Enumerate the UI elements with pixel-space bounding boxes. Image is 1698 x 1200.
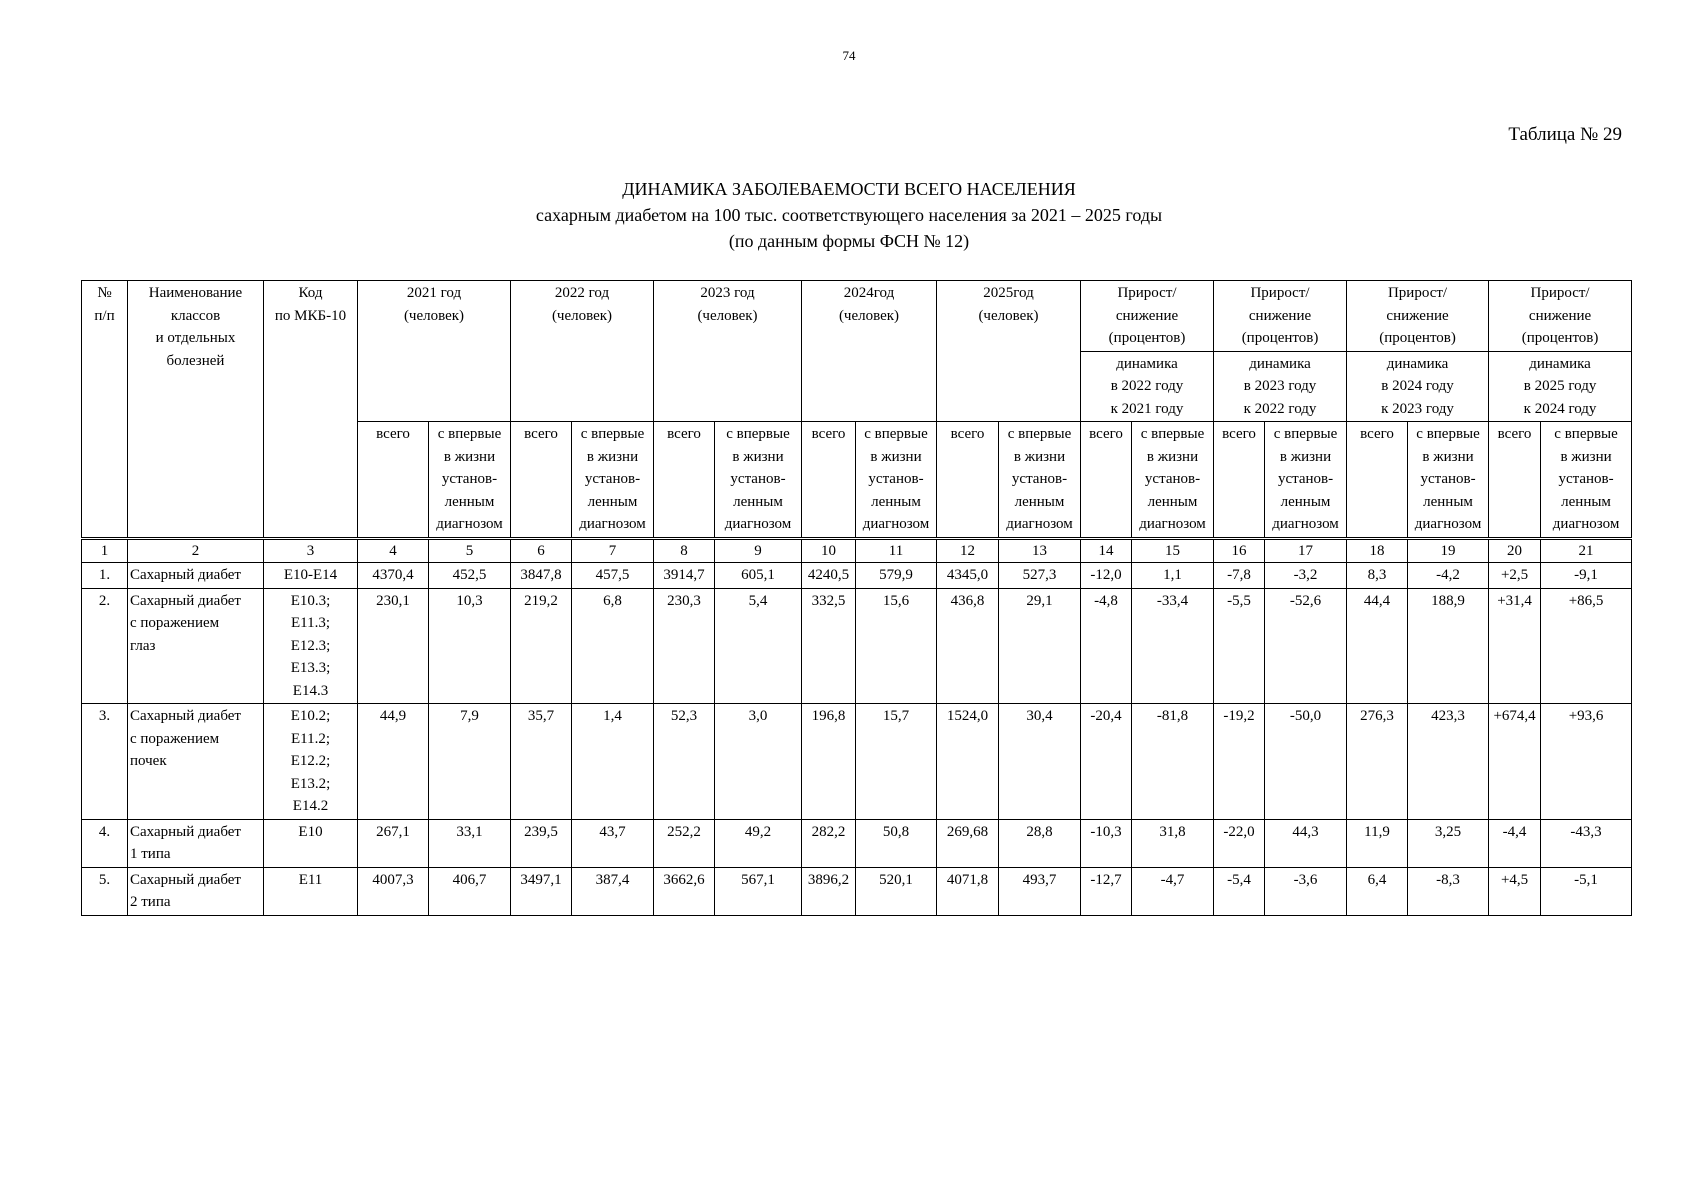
- row-number: 3.: [82, 704, 128, 820]
- row-number: 2.: [82, 588, 128, 704]
- header-first-time: с впервые в жизни установ- ленным диагнозом: [999, 422, 1081, 539]
- disease-name: Сахарный диабет с поражением почек: [128, 704, 264, 820]
- value-cell: 15,7: [856, 704, 937, 820]
- value-cell: -50,0: [1265, 704, 1347, 820]
- header-growth-4: Прирост/ снижение (процентов): [1489, 281, 1632, 352]
- value-cell: 579,9: [856, 563, 937, 589]
- header-total: всего: [1081, 422, 1132, 539]
- value-cell: -9,1: [1541, 563, 1632, 589]
- header-year-2023: 2023 год (человек): [654, 281, 802, 422]
- value-cell: -4,2: [1408, 563, 1489, 589]
- value-cell: -5,5: [1214, 588, 1265, 704]
- table-row: [82, 819, 1632, 867]
- title-line-1: ДИНАМИКА ЗАБОЛЕВАЕМОСТИ ВСЕГО НАСЕЛЕНИЯ: [622, 179, 1076, 199]
- value-cell: 28,8: [999, 819, 1081, 867]
- column-number: 2: [128, 538, 264, 563]
- header-first-time: с впервые в жизни установ- ленным диагнозом: [1265, 422, 1347, 539]
- column-number: 15: [1132, 538, 1214, 563]
- value-cell: -4,4: [1489, 819, 1541, 867]
- header-first-time: с впервые в жизни установ- ленным диагнозом: [429, 422, 511, 539]
- value-cell: 188,9: [1408, 588, 1489, 704]
- header-name: Наименование классов и отдельных болезней: [128, 281, 264, 539]
- value-cell: 3847,8: [511, 563, 572, 589]
- value-cell: -52,6: [1265, 588, 1347, 704]
- column-number: 7: [572, 538, 654, 563]
- header-code: Код по МКБ-10: [264, 281, 358, 539]
- value-cell: 436,8: [937, 588, 999, 704]
- value-cell: 252,2: [654, 819, 715, 867]
- header-total: всего: [802, 422, 856, 539]
- column-number: 5: [429, 538, 511, 563]
- header-year-2025: 2025год (человек): [937, 281, 1081, 422]
- icd-code: Е10.3; Е11.3; Е12.3; Е13.3; Е14.3: [264, 588, 358, 704]
- header-total: всего: [1489, 422, 1541, 539]
- value-cell: 8,3: [1347, 563, 1408, 589]
- value-cell: 7,9: [429, 704, 511, 820]
- value-cell: 332,5: [802, 588, 856, 704]
- row-number: 1.: [82, 563, 128, 589]
- header-total: всего: [511, 422, 572, 539]
- value-cell: 196,8: [802, 704, 856, 820]
- column-number: 6: [511, 538, 572, 563]
- header-first-time: с впервые в жизни установ- ленным диагнозом: [1408, 422, 1489, 539]
- value-cell: 423,3: [1408, 704, 1489, 820]
- value-cell: -3,6: [1265, 867, 1347, 915]
- value-cell: -3,2: [1265, 563, 1347, 589]
- value-cell: 44,4: [1347, 588, 1408, 704]
- value-cell: -10,3: [1081, 819, 1132, 867]
- disease-name: Сахарный диабет: [128, 563, 264, 589]
- morbidity-table: [81, 280, 1632, 916]
- header-num: № п/п: [82, 281, 128, 539]
- value-cell: 1,4: [572, 704, 654, 820]
- column-number: 12: [937, 538, 999, 563]
- disease-name: Сахарный диабет 2 типа: [128, 867, 264, 915]
- value-cell: 15,6: [856, 588, 937, 704]
- value-cell: -5,1: [1541, 867, 1632, 915]
- value-cell: 1,1: [1132, 563, 1214, 589]
- value-cell: 493,7: [999, 867, 1081, 915]
- header-first-time: с впервые в жизни установ- ленным диагнозом: [856, 422, 937, 539]
- value-cell: -22,0: [1214, 819, 1265, 867]
- column-number: 10: [802, 538, 856, 563]
- table-title: [0, 176, 1698, 254]
- icd-code: Е10: [264, 819, 358, 867]
- title-line-2: сахарным диабетом на 100 тыс. соответствующего населения за 2021 – 2025 годы: [535, 205, 1163, 225]
- row-number: 4.: [82, 819, 128, 867]
- icd-code: Е10-Е14: [264, 563, 358, 589]
- table-row: [82, 867, 1632, 915]
- value-cell: 4240,5: [802, 563, 856, 589]
- header-total: всего: [937, 422, 999, 539]
- page-number: 74: [842, 48, 856, 63]
- header-total: всего: [1214, 422, 1265, 539]
- value-cell: 457,5: [572, 563, 654, 589]
- value-cell: 30,4: [999, 704, 1081, 820]
- value-cell: 269,68: [937, 819, 999, 867]
- value-cell: 282,2: [802, 819, 856, 867]
- column-number: 1: [82, 538, 128, 563]
- column-number: 18: [1347, 538, 1408, 563]
- value-cell: 49,2: [715, 819, 802, 867]
- value-cell: 4007,3: [358, 867, 429, 915]
- header-growth-4-sub: динамика в 2025 году к 2024 году: [1489, 351, 1632, 422]
- value-cell: 3662,6: [654, 867, 715, 915]
- value-cell: 10,3: [429, 588, 511, 704]
- header-total: всего: [1347, 422, 1408, 539]
- value-cell: 406,7: [429, 867, 511, 915]
- disease-name: Сахарный диабет с поражением глаз: [128, 588, 264, 704]
- value-cell: 3,0: [715, 704, 802, 820]
- header-first-time: с впервые в жизни установ- ленным диагнозом: [572, 422, 654, 539]
- value-cell: -12,7: [1081, 867, 1132, 915]
- value-cell: -5,4: [1214, 867, 1265, 915]
- column-number: 14: [1081, 538, 1132, 563]
- header-row-1: [82, 281, 1632, 352]
- table-row: [82, 704, 1632, 820]
- value-cell: 267,1: [358, 819, 429, 867]
- column-number: 17: [1265, 538, 1347, 563]
- title-line-3: (по данным формы ФСН № 12): [728, 231, 970, 251]
- value-cell: 567,1: [715, 867, 802, 915]
- column-number: 13: [999, 538, 1081, 563]
- value-cell: 219,2: [511, 588, 572, 704]
- value-cell: +31,4: [1489, 588, 1541, 704]
- header-growth-3-sub: динамика в 2024 году к 2023 году: [1347, 351, 1489, 422]
- value-cell: 387,4: [572, 867, 654, 915]
- value-cell: 4071,8: [937, 867, 999, 915]
- value-cell: 1524,0: [937, 704, 999, 820]
- header-total: всего: [358, 422, 429, 539]
- value-cell: 4370,4: [358, 563, 429, 589]
- icd-code: Е10.2; Е11.2; Е12.2; Е13.2; Е14.2: [264, 704, 358, 820]
- value-cell: 605,1: [715, 563, 802, 589]
- column-number: 9: [715, 538, 802, 563]
- column-number-row: [82, 538, 1632, 563]
- header-year-2024: 2024год (человек): [802, 281, 937, 422]
- column-number: 21: [1541, 538, 1632, 563]
- icd-code: Е11: [264, 867, 358, 915]
- table-row: [82, 563, 1632, 589]
- header-first-time: с впервые в жизни установ- ленным диагнозом: [1541, 422, 1632, 539]
- column-number: 3: [264, 538, 358, 563]
- value-cell: 6,4: [1347, 867, 1408, 915]
- column-number: 4: [358, 538, 429, 563]
- header-growth-2-sub: динамика в 2023 году к 2022 году: [1214, 351, 1347, 422]
- header-growth-1: Прирост/ снижение (процентов): [1081, 281, 1214, 352]
- value-cell: 31,8: [1132, 819, 1214, 867]
- value-cell: 230,3: [654, 588, 715, 704]
- column-number: 20: [1489, 538, 1541, 563]
- value-cell: 6,8: [572, 588, 654, 704]
- value-cell: 50,8: [856, 819, 937, 867]
- disease-name: Сахарный диабет 1 типа: [128, 819, 264, 867]
- column-number: 16: [1214, 538, 1265, 563]
- value-cell: 33,1: [429, 819, 511, 867]
- value-cell: 11,9: [1347, 819, 1408, 867]
- table-row: [82, 588, 1632, 704]
- value-cell: 276,3: [1347, 704, 1408, 820]
- value-cell: +86,5: [1541, 588, 1632, 704]
- table-label: Таблица № 29: [1508, 124, 1622, 145]
- column-number: 19: [1408, 538, 1489, 563]
- value-cell: 527,3: [999, 563, 1081, 589]
- value-cell: -7,8: [1214, 563, 1265, 589]
- header-growth-2: Прирост/ снижение (процентов): [1214, 281, 1347, 352]
- header-total: всего: [654, 422, 715, 539]
- row-number: 5.: [82, 867, 128, 915]
- value-cell: -33,4: [1132, 588, 1214, 704]
- value-cell: 3896,2: [802, 867, 856, 915]
- value-cell: -8,3: [1408, 867, 1489, 915]
- value-cell: 452,5: [429, 563, 511, 589]
- value-cell: +4,5: [1489, 867, 1541, 915]
- value-cell: -43,3: [1541, 819, 1632, 867]
- value-cell: 239,5: [511, 819, 572, 867]
- value-cell: 44,3: [1265, 819, 1347, 867]
- value-cell: 520,1: [856, 867, 937, 915]
- column-number: 8: [654, 538, 715, 563]
- value-cell: -20,4: [1081, 704, 1132, 820]
- header-growth-3: Прирост/ снижение (процентов): [1347, 281, 1489, 352]
- value-cell: +93,6: [1541, 704, 1632, 820]
- value-cell: +674,4: [1489, 704, 1541, 820]
- value-cell: 4345,0: [937, 563, 999, 589]
- value-cell: 29,1: [999, 588, 1081, 704]
- header-first-time: с впервые в жизни установ- ленным диагнозом: [1132, 422, 1214, 539]
- value-cell: -19,2: [1214, 704, 1265, 820]
- value-cell: -12,0: [1081, 563, 1132, 589]
- value-cell: 3914,7: [654, 563, 715, 589]
- value-cell: 230,1: [358, 588, 429, 704]
- column-number: 11: [856, 538, 937, 563]
- value-cell: -4,8: [1081, 588, 1132, 704]
- value-cell: +2,5: [1489, 563, 1541, 589]
- value-cell: 5,4: [715, 588, 802, 704]
- value-cell: 44,9: [358, 704, 429, 820]
- value-cell: 43,7: [572, 819, 654, 867]
- header-year-2022: 2022 год (человек): [511, 281, 654, 422]
- header-year-2021: 2021 год (человек): [358, 281, 511, 422]
- value-cell: 3,25: [1408, 819, 1489, 867]
- header-first-time: с впервые в жизни установ- ленным диагнозом: [715, 422, 802, 539]
- value-cell: 3497,1: [511, 867, 572, 915]
- value-cell: 35,7: [511, 704, 572, 820]
- value-cell: -4,7: [1132, 867, 1214, 915]
- value-cell: 52,3: [654, 704, 715, 820]
- header-growth-1-sub: динамика в 2022 году к 2021 году: [1081, 351, 1214, 422]
- value-cell: -81,8: [1132, 704, 1214, 820]
